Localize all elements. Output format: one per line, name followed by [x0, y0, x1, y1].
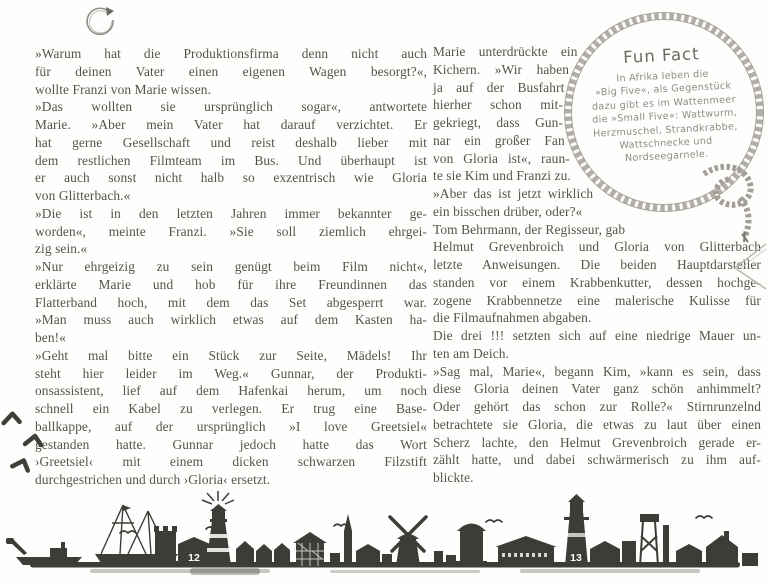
text-line: »Aber das ist jetzt wirklich: [433, 186, 594, 201]
fun-fact-line: die »Small Five«: Wattwurm,: [591, 107, 738, 126]
flying-birds-icon: [0, 406, 50, 480]
text-line: gestanden hatte. Gunnar jedoch hatte das Wort: [35, 436, 427, 452]
circular-arrow-doodle-icon: [83, 5, 119, 41]
text-line: zig sein.«: [35, 241, 88, 257]
text-line: blickte.: [433, 470, 474, 485]
text-line: Marie. »Aber mein Vater hat darauf verzichtet. Er: [35, 117, 427, 132]
hand-drawn-chevron-icon: [729, 238, 770, 296]
page-number-right: 13: [570, 552, 582, 564]
text-line: letzte Anweisungen. Die beiden Hauptdarsteller: [433, 257, 761, 272]
text-line: er auch sonst nicht halb so exzentrisch wie Gloria: [35, 170, 427, 186]
text-line: Marie unterdrückte ein: [433, 44, 578, 59]
text-line: durchgestrichen und durch ›Gloria‹ ersetzt.: [35, 472, 271, 487]
text-line: ›Greetsiel‹ mit einem dicken schwarzen Filzstift: [35, 454, 427, 470]
fun-fact-badge: [577, 42, 751, 168]
text-line: worden«, meinte Franzi. »Sie soll ziemlich ehrgei-: [35, 223, 427, 239]
text-line: die Filmaufnahmen abgaben.: [433, 310, 592, 326]
fun-fact-line: In Afrika leben die: [616, 68, 710, 85]
text-line: ten am Deich.: [433, 345, 510, 361]
text-line: steht hier leider im Weg.« Gunnar, der Produkti-: [35, 365, 427, 381]
fun-fact-line: Herzmuschel, Strandkrabbe,: [592, 120, 738, 140]
text-line: te sie Kim und Franzi zu.: [433, 168, 571, 184]
text-line: »Nur ehrgeizig zu sein genügt beim Film nicht«,: [35, 259, 427, 274]
text-line: Kichern. »Wir haben: [433, 61, 570, 77]
text-line: »Die ist in den letzten Jahren immer bekannter ge-: [35, 205, 427, 221]
text-line: wollte Franzi von Marie wissen.: [35, 81, 212, 97]
page-number-left: 12: [188, 552, 200, 564]
text-line: onsassistent, lief auf dem Hafenkai herum, um noch: [35, 383, 427, 399]
text-line: hat gerne Gesellschaft und reist deshalb lieber mit: [35, 134, 427, 150]
text-line: diese Gloria deinen Vater ganz schön anhimmelt?: [433, 381, 761, 397]
text-line: hierher schon mit-: [433, 97, 563, 113]
text-line: »Das wollten sie ursprünglich sogar«, antwortete: [35, 99, 427, 115]
text-line: schnell ein Kabel zu verlegen. Er trug eine Base-: [35, 401, 427, 416]
text-line: Scherz lachte, den Helmut Grevenbroich gerade er-: [433, 434, 761, 450]
text-line: »Sag mal, Marie«, begann Kim, »kann es sein, dass: [433, 363, 761, 379]
text-line: Tom Behrmann, der Regisseur, gab: [433, 221, 626, 237]
text-line: Flatterband hoch, mit dem das Set abgesperrt war.: [35, 294, 427, 310]
text-line: ballkappe, auf der ursprünglich »I love Greetsiel«: [35, 418, 427, 434]
fun-fact-lines: [578, 66, 751, 169]
text-line: ja auf der Busfahrt: [433, 79, 565, 95]
text-line: von Gloria ist«, raun-: [433, 150, 570, 166]
text-line: dem restlichen Filmteam im Bus. Und überhaupt ist: [35, 152, 427, 168]
text-line: »Man muss auch wirklich etwas auf dem Kasten ha-: [35, 312, 427, 328]
fun-fact-line: Nordseegarnele.: [624, 149, 709, 165]
harbor-skyline-illustration: [0, 491, 770, 586]
text-line: gekriegt, dass Gun-: [433, 115, 563, 130]
text-line: ben!«: [35, 330, 66, 345]
text-line: zogene Krabbennetze eine malerische Kulisse für: [433, 292, 761, 308]
text-line: für deinen Vater einen eigenen Wagen besorgt?«,: [35, 63, 427, 79]
fun-fact-line: dazu gibt es im Wattenmeer: [591, 94, 737, 113]
text-line: »Geht mal bitte ein Stück zur Seite, Mädels! Ihr: [35, 347, 427, 363]
text-line: Helmut Grevenbroich und Gloria von Glitterbach: [433, 239, 761, 255]
fun-fact-line: »Big Five«, als Gegenstück: [594, 80, 732, 99]
text-line: standen vor einem Krabbenkutter, dessen hochge-: [433, 274, 761, 290]
fun-fact-title: Fun Fact: [622, 44, 701, 68]
text-line: Oder gehört das schon zur Rolle?« Stirnrunzelnd: [433, 399, 761, 414]
text-line: von Glitterbach.«: [35, 188, 131, 203]
text-line: betrachtete sie Gloria, die etwas zu laut über einen: [433, 416, 761, 432]
text-line: erklärte Marie und hob für ihre Freundinnen das: [35, 276, 427, 292]
left-page-text: [35, 45, 427, 489]
text-line: ein bisschen drüber, oder?«: [433, 203, 583, 219]
text-line: Die drei !!! setzten sich auf eine niedrige Mauer un-: [433, 328, 761, 343]
left-page-lines: [35, 45, 427, 489]
text-line: zählt hatte, und dabei schwärmerisch zu ihm auf-: [433, 452, 761, 468]
text-line: »Warum hat die Produktionsfirma denn nicht auch: [35, 46, 427, 61]
text-line: nar ein großer Fan: [433, 132, 565, 148]
fun-fact-line: Wattschnecke und: [619, 135, 713, 152]
